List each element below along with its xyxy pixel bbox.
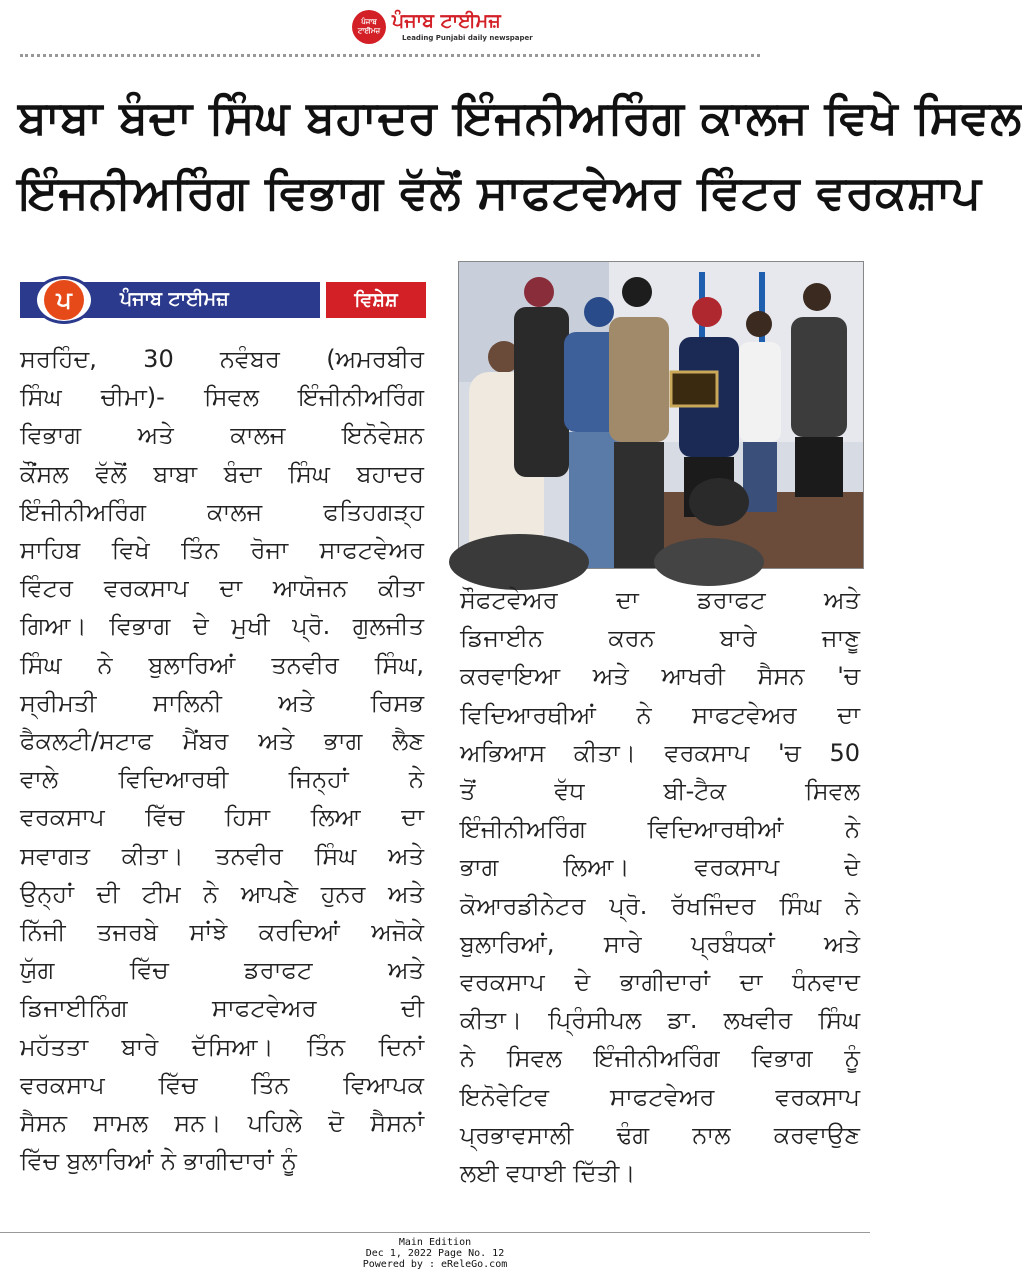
article-text-line: ਅਭਿਆਸ ਕੀਤਾ। ਵਰਕਸਾਪ 'ਚ 50 xyxy=(460,738,860,767)
footer-date-page: Dec 1, 2022 Page No. 12 xyxy=(365,1248,505,1259)
article-text-line: ਇਨੋਵੇਟਿਵ ਸਾਫਟਵੇਅਰ ਵਰਕਸਾਪ xyxy=(460,1082,860,1111)
headline-line-2: ਇੰਜਨੀਅਰਿੰਗ ਵਿਭਾਗ ਵੱਲੋਂ ਸਾਫਟਵੇਅਰ ਵਿੰਟਰ ਵਰਕਸ਼ਾਪ xyxy=(18,165,982,219)
footer-edition: Main Edition xyxy=(398,1237,472,1248)
article-text-line: ਯੁੱਗ ਵਿੱਚ ਡਰਾਫਟ ਅਤੇ xyxy=(20,956,424,985)
article-text-line: ਸੌਫਟਵੇਅਰ ਦਾ ਡਰਾਫਟ ਅਤੇ xyxy=(460,586,860,614)
article-text-line: ਉਨ੍ਹਾਂ ਦੀ ਟੀਮ ਨੇ ਆਪਣੇ ਹੁਨਰ ਅਤੇ xyxy=(20,879,424,908)
award-plaque xyxy=(671,372,717,406)
article-text-line: ਵਿਦਿਆਰਥੀਆਂ ਨੇ ਸਾਫਟਵੇਅਰ ਦਾ xyxy=(460,700,860,729)
headline-line-1: ਬਾਬਾ ਬੰਦਾ ਸਿੰਘ ਬਹਾਦਰ ਇੰਜਨੀਅਰਿੰਗ ਕਾਲਜ ਵਿਖੇ ਸਿਵਲ xyxy=(18,90,1022,144)
article-text-line: ਵਰਕਸਾਪ ਵਿੱਚ ਹਿਸਾ ਲਿਆ ਦਾ xyxy=(20,803,424,832)
article-text-line: ਡਿਜਾਈਨਿੰਗ ਸਾਫਟਵੇਅਰ ਦੀ xyxy=(20,994,424,1023)
article-text-line: ਵਾਲੇ ਵਿਦਿਆਰਥੀ ਜਿਨ੍ਹਾਂ ਨੇ xyxy=(20,765,424,794)
footer-text xyxy=(0,1237,870,1270)
article-text-line: ਸਵਾਗਤ ਕੀਤਾ। ਤਨਵੀਰ ਸਿੰਘ ਅਤੇ xyxy=(20,841,424,870)
section-paper-name: ਪੰਜਾਬ ਟਾਈਮਜ਼ xyxy=(120,288,229,310)
article-text-line: ਕੀਤਾ। ਪ੍ਰਿੰਸੀਪਲ ਡਾ. ਲਖਵੀਰ ਸਿੰਘ xyxy=(460,1006,860,1035)
article-headline xyxy=(18,80,1022,230)
article-text-line: ਵਰਕਸਾਪ ਵਿੱਚ ਤਿੰਨ ਵਿਆਪਕ xyxy=(20,1070,424,1099)
article-text-line: ਕੌਂਸਲ ਵੱਲੋਂ ਬਾਬਾ ਬੰਦਾ ਸਿੰਘ ਬਹਾਦਰ xyxy=(20,459,424,488)
article-text-line: ਗਿਆ। ਵਿਭਾਗ ਦੇ ਮੁਖੀ ਪ੍ਰੋ. ਗੁਲਜੀਤ xyxy=(20,612,424,641)
masthead xyxy=(0,8,870,46)
article-text-line: ਸਾਹਿਬ ਵਿਖੇ ਤਿੰਨ ਰੋਜਾ ਸਾਫਟਵੇਅਰ xyxy=(20,536,424,565)
article-text-line: ਭਾਗ ਲਿਆ। ਵਰਕਸਾਪ ਦੇ xyxy=(460,853,860,882)
photo-illustration xyxy=(459,262,863,568)
article-text-line: ਸੈਸਨ ਸਾਮਲ ਸਨ। ਪਹਿਲੇ ਦੋ ਸੈਸਨਾਂ xyxy=(20,1109,424,1138)
section-band xyxy=(20,276,426,324)
masthead-logo xyxy=(352,10,386,44)
footer-powered: Powered by : eReleGo.com xyxy=(362,1259,508,1270)
masthead-tagline: Leading Punjabi daily newspaper xyxy=(402,34,533,42)
article-text-line: ਸ੍ਰੀਮਤੀ ਸਾਲਿਨੀ ਅਤੇ ਰਿਸਭ xyxy=(20,688,424,717)
article-text-line: ਇੰਜੀਨੀਅਰਿੰਗ ਵਿਦਿਆਰਥੀਆਂ ਨੇ xyxy=(460,815,860,844)
article-column-right xyxy=(460,581,860,1192)
section-label: ਵਿਸ਼ੇਸ਼ xyxy=(326,282,426,318)
article-text-line: ਫੈਕਲਟੀ/ਸਟਾਫ ਮੈਂਬਰ ਅਤੇ ਭਾਗ ਲੈਣ xyxy=(20,727,424,756)
article-text-line: ਡਿਜਾਈਨ ਕਰਨ ਬਾਰੇ ਜਾਣੂ xyxy=(460,624,860,653)
article-text-line: ਵਿੱਚ ਬੁਲਾਰਿਆਂ ਨੇ ਭਾਗੀਦਾਰਾਂ ਨੂੰ xyxy=(20,1147,297,1176)
article-column-left xyxy=(20,340,424,1180)
article-text-line: ਵਰਕਸਾਪ ਦੇ ਭਾਗੀਦਾਰਾਂ ਦਾ ਧੰਨਵਾਦ xyxy=(460,968,860,997)
article-text-line: ਮਹੱਤਤਾ ਬਾਰੇ ਦੱਸਿਆ। ਤਿੰਨ ਦਿਨਾਂ xyxy=(20,1032,424,1061)
page-footer xyxy=(0,1232,870,1270)
article-text-line: ਕਰਵਾਇਆ ਅਤੇ ਆਖਰੀ ਸੈਸਨ 'ਚ xyxy=(460,662,860,691)
section-logo-letter: ਪ xyxy=(44,280,84,320)
cropped-text-strip xyxy=(20,54,760,65)
article-text-line: ਨੇ ਸਿਵਲ ਇੰਜੀਨੀਅਰਿੰਗ ਵਿਭਾਗ ਨੂੰ xyxy=(460,1044,860,1073)
article-text-line: ਤੋਂ ਵੱਧ ਬੀ-ਟੈਕ ਸਿਵਲ xyxy=(460,777,860,806)
masthead-logo-text: ਪੰਜਾਬ ਟਾਈਮਜ਼ xyxy=(357,18,381,35)
article-photo xyxy=(458,261,864,569)
article-text-line: ਸਿੰਘ ਨੇ ਬੁਲਾਰਿਆਂ ਤਨਵੀਰ ਸਿੰਘ, xyxy=(20,650,424,679)
section-logo xyxy=(34,276,94,324)
article-text-line: ਲਈ ਵਧਾਈ ਦਿੱਤੀ। xyxy=(460,1159,636,1188)
article-text-line: ਵਿਭਾਗ ਅਤੇ ਕਾਲਜ ਇਨੋਵੇਸ਼ਨ xyxy=(20,421,424,450)
article-text-line: ਕੋਆਰਡੀਨੇਟਰ ਪ੍ਰੋ. ਰੱਖਜਿੰਦਰ ਸਿੰਘ ਨੇ xyxy=(460,891,860,920)
masthead-name: ਪੰਜਾਬ ਟਾਈਮਜ਼ xyxy=(392,10,501,32)
person-vest xyxy=(609,277,669,568)
article-text-line: ਸਰਹਿੰਦ, 30 ਨਵੰਬਰ (ਅਮਰਬੀਰ xyxy=(20,345,424,373)
article-text-line: ਬੁਲਾਰਿਆਂ, ਸਾਰੇ ਪ੍ਰਬੰਧਕਾਂ ਅਤੇ xyxy=(460,929,860,958)
article-text-line: ਵਿੰਟਰ ਵਰਕਸਾਪ ਦਾ ਆਯੋਜਨ ਕੀਤਾ xyxy=(20,574,424,603)
article-text-line: ਪ੍ਰਭਾਵਸਾਲੀ ਢੰਗ ਨਾਲ ਕਰਵਾਉਣ xyxy=(460,1120,860,1149)
article-text-line: ਸਿੰਘ ਚੀਮਾ)- ਸਿਵਲ ਇੰਜੀਨੀਅਰਿੰਗ xyxy=(20,383,424,412)
article-text-line: ਨਿੱਜੀ ਤਜਰਬੇ ਸਾਂਝੇ ਕਰਦਿਆਂ ਅਜੋਕੇ xyxy=(20,918,424,947)
article-text-line: ਇੰਜੀਨੀਅਰਿੰਗ ਕਾਲਜ ਫਤਿਹਗੜ੍ਹ xyxy=(20,497,424,526)
footer-rule xyxy=(0,1232,870,1233)
